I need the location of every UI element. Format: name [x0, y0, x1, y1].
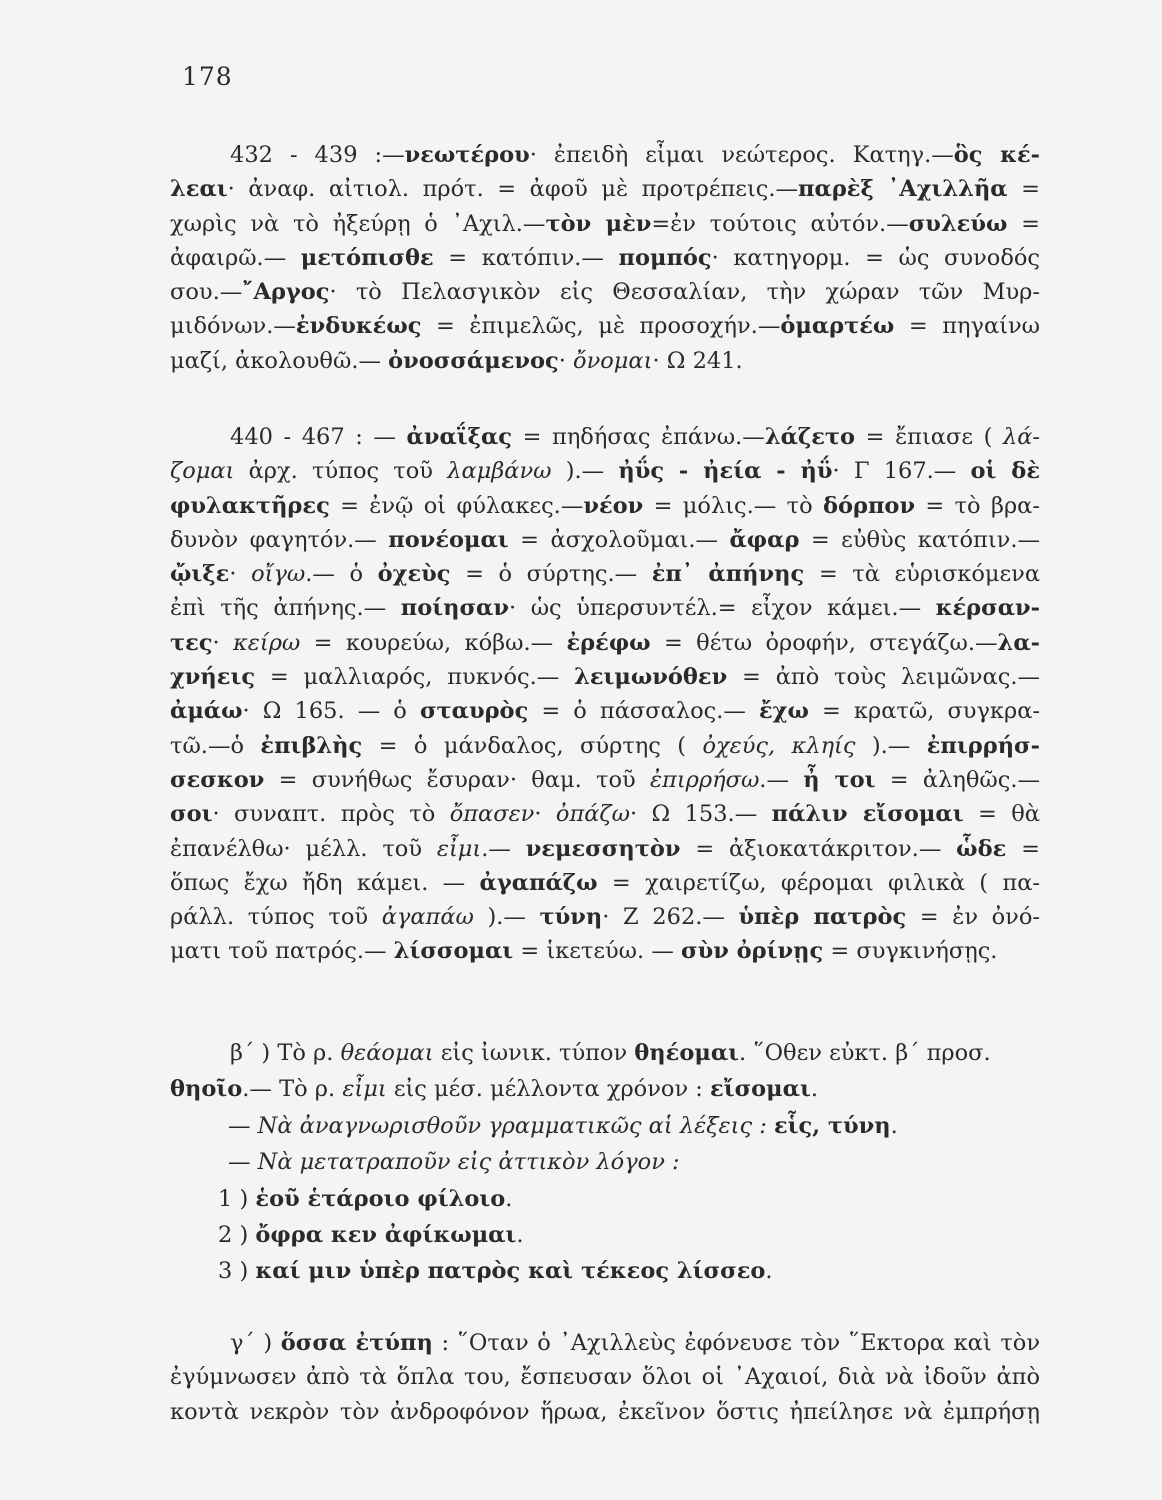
headword: πάλιν εἴσομαι	[771, 801, 964, 828]
text-run: = συνήθως ἔσυραν· θαμ. τοῦ	[264, 766, 650, 793]
commentary-440-467	[170, 420, 1040, 969]
text-line	[170, 172, 1040, 206]
text-run: χωρὶς νὰ τὸ ἠξεύρῃ ὁ ᾿Αχιλ.—	[170, 210, 546, 237]
text-run: = εὐθὺς κατόπιν.—	[799, 526, 1040, 553]
headword: ὄφρα κεν ἀφίκωμαι	[255, 1222, 517, 1249]
headword: ἦ τοι	[803, 766, 876, 793]
text-line	[170, 1360, 1040, 1394]
italic-term: εἶμι	[342, 1076, 387, 1103]
text-line	[170, 1144, 1040, 1180]
text-run: . ῞Οθεν εὐκτ. β΄ προσ.	[739, 1040, 991, 1066]
text-line	[170, 1326, 1040, 1360]
text-run: .	[890, 1112, 898, 1139]
text-run: γ΄ )	[230, 1330, 281, 1356]
text-run: = ὁ σύρτης.—	[450, 561, 652, 588]
text-run: · Ω 165. — ὁ	[242, 698, 420, 725]
text-run: = ἐν ὀνό-	[906, 904, 1040, 931]
headword: χνήεις	[170, 664, 256, 691]
text-run: = ἱκετεύω. —	[513, 938, 681, 965]
text-run: 3 )	[218, 1258, 256, 1285]
exercise-beta	[170, 1035, 1040, 1290]
headword: τύνη	[539, 904, 603, 931]
headword: τὸν μὲν	[545, 210, 652, 237]
text-line	[170, 138, 1040, 172]
headword: ἀναΐξας	[406, 424, 512, 450]
headword: ποίησαν	[400, 595, 509, 622]
text-run: =	[1006, 835, 1040, 862]
italic-term: ὄπασεν	[449, 801, 535, 828]
text-run: = πηγαίνω	[894, 313, 1040, 340]
text-run: = ἀξιοκατάκριτον.—	[680, 835, 957, 862]
headword: εἴσομαι	[710, 1076, 811, 1103]
text-line	[170, 1035, 1040, 1071]
text-run: = συγκινήσῃς.	[823, 938, 998, 965]
text-line	[170, 729, 1040, 763]
text-run: = θέτω ὀροφήν, στεγάζω.—	[650, 629, 998, 656]
text-run: ἀρχ. τύπος τοῦ	[234, 458, 448, 485]
text-run: = ἐνῷ οἱ φύλακες.—	[329, 492, 584, 519]
text-run: = ἐπιμελῶς, μὲ προσοχήν.—	[421, 313, 781, 340]
text-run: =	[1007, 176, 1041, 203]
text-run: ἀφαιρῶ.—	[170, 244, 301, 271]
text-line	[170, 344, 1040, 378]
text-run: σου.—	[170, 279, 243, 306]
text-run: .	[765, 1258, 773, 1285]
text-line	[170, 1395, 1040, 1429]
text-run: · ὡς ὑπερσυντέλ.= εἶχον κάμει.—	[509, 595, 936, 622]
headword: κέρσαν-	[935, 595, 1040, 622]
text-run: μιδόνων.—	[170, 313, 296, 340]
text-line	[170, 557, 1040, 591]
headword: ὑπὲρ πατρὸς	[738, 904, 907, 931]
text-run: ).—	[855, 732, 927, 759]
text-run: · Γ 167.—	[832, 458, 971, 485]
text-run: ).—	[551, 458, 619, 485]
text-run: = ἀληθῶς.—	[875, 766, 1040, 793]
text-run: .— Τὸ ρ.	[242, 1076, 343, 1103]
text-run: = ἀπὸ τοὺς λειμῶνας.—	[727, 664, 1040, 691]
text-line	[170, 1217, 1040, 1253]
headword: ῎Αργος	[242, 279, 330, 306]
headword: εἷς, τύνη	[773, 1112, 891, 1139]
headword: νεωτέρου	[404, 142, 530, 168]
headword: ἔχω	[758, 698, 809, 725]
text-run: = πηδήσας ἐπάνω.—	[512, 424, 765, 450]
text-run: · κατηγορμ. = ὡς συνοδός	[711, 244, 1041, 271]
headword: οἱ δὲ	[970, 458, 1040, 485]
headword: μετόπισθε	[300, 244, 434, 271]
text-run: ·	[534, 801, 556, 828]
headword: παρὲξ ᾿Αχιλλῆα	[798, 176, 1008, 203]
text-line	[170, 626, 1040, 660]
headword: φυλακτῆρες	[170, 492, 330, 519]
headword: ὀνοσσάμενος	[388, 347, 559, 374]
headword: λα-	[997, 629, 1040, 656]
headword: λεαι	[170, 176, 228, 203]
text-line	[170, 489, 1040, 523]
text-run: ·	[558, 347, 574, 374]
text-run: .— ὁ	[305, 561, 378, 588]
text-run: 432 - 439 :—	[230, 142, 405, 168]
text-run: · Ω 241.	[652, 347, 743, 374]
text-run: τῶ.—ὁ	[170, 732, 261, 759]
text-run: = τὸ βρα-	[915, 492, 1040, 519]
headword: δόρπον	[822, 492, 916, 519]
text-run: = κουρεύω, κόβω.—	[300, 629, 567, 656]
text-run: β΄ ) Τὸ ρ.	[230, 1040, 341, 1066]
text-line	[170, 797, 1040, 831]
headword: νέον	[583, 492, 644, 519]
headword: ὁμαρτέω	[780, 313, 895, 340]
exercise-gamma	[170, 1326, 1040, 1429]
headword: τες	[170, 629, 213, 656]
italic-term: ἐπιρρήσω	[649, 766, 760, 793]
italic-term: — Νὰ μετατραποῦν εἰς ἀττικὸν λόγον :	[228, 1149, 680, 1176]
text-line	[170, 763, 1040, 797]
text-run: ἐπανέλθω· μέλλ. τοῦ	[170, 835, 437, 862]
italic-term: ὀχεύς, κληίς	[702, 732, 856, 759]
italic-term: λαμβάνω	[447, 458, 552, 485]
text-run: ·	[229, 561, 252, 588]
text-run: ματι τοῦ πατρός.—	[170, 938, 394, 965]
headword: ἀμάω	[170, 698, 243, 725]
headword: ἐπ᾽ ἀπήνης	[651, 561, 805, 588]
headword: ὀχεὺς	[377, 561, 451, 588]
text-run: = ὁ πάσσαλος.—	[528, 698, 759, 725]
text-line	[170, 309, 1040, 343]
headword: λειμωνόθεν	[574, 664, 728, 691]
italic-term: κείρω	[233, 629, 301, 656]
text-line	[170, 454, 1040, 488]
headword: θηοῖο	[170, 1076, 243, 1103]
italic-term: ἀγαπάω	[381, 904, 474, 931]
italic-term: λά-	[1002, 424, 1041, 450]
text-run: · ἀναφ. αἰτιολ. πρότ. = ἀφοῦ μὲ προτρέπεις.—	[227, 176, 799, 203]
headword: πομπός	[618, 244, 712, 271]
italic-term: ὀπάζω	[555, 801, 630, 828]
text-run: εἰς μέσ. μέλλοντα χρόνον :	[386, 1076, 711, 1103]
text-run: · Ζ 262.—	[602, 904, 739, 931]
text-line	[170, 591, 1040, 625]
text-run: · τὸ Πελασγικὸν εἰς Θεσσαλίαν, τὴν χώραν τῶν Μυρ-	[329, 279, 1040, 306]
text-run: κοντὰ νεκρὸν τὸν ἀνδροφόνον ἥρωα, ἐκεῖνον ὅστις ἠπείλησε νὰ ἐμπρήσῃ	[170, 1398, 1040, 1425]
text-run: .—	[759, 766, 804, 793]
text-run: = ἔπιασε (	[855, 424, 1003, 450]
headword: καί μιν ὑπὲρ πατρὸς καὶ τέκεος λίσσεο	[255, 1258, 766, 1285]
italic-term: ὄνομαι	[573, 347, 653, 374]
italic-term: οἴγω	[251, 561, 306, 588]
text-run: = μόλις.— τὸ	[643, 492, 823, 519]
headword: ἀγαπάζω	[479, 869, 598, 896]
text-line	[170, 1071, 1040, 1107]
commentary-432-439	[170, 138, 1040, 378]
headword: σταυρὸς	[419, 698, 529, 725]
headword: λάζετο	[764, 424, 856, 450]
text-line	[170, 523, 1040, 557]
text-run: =ἐν τούτοις αὐτόν.—	[651, 210, 909, 237]
text-run: 1 )	[218, 1185, 256, 1212]
text-run: = κρατῶ, συγκρα-	[808, 698, 1041, 725]
headword: λίσσομαι	[393, 938, 514, 965]
text-run: ἐγύμνωσεν ἀπὸ τὰ ὅπλα του, ἔσπευσαν ὅλοι οἱ ᾿Αχαιοί, διὰ νὰ ἰδοῦν ἀπὸ	[170, 1364, 1040, 1391]
text-run: = χαιρετίζω, φέρομαι φιλικὰ ( πα-	[597, 869, 1040, 896]
headword: σεσκον	[170, 766, 265, 793]
text-run: · συναπτ. πρὸς τὸ	[212, 801, 450, 828]
text-run: · Ω 153.—	[629, 801, 772, 828]
text-run: δυνὸν φαγητόν.—	[170, 526, 389, 553]
text-run: = θὰ	[963, 801, 1040, 828]
text-run: = ἀσχολοῦμαι.—	[508, 526, 730, 553]
italic-term: — Νὰ ἀναγνωρισθοῦν γραμματικῶς αἱ λέξεις :	[228, 1112, 774, 1139]
text-line	[170, 934, 1040, 968]
text-run: μαζί, ἀκολουθῶ.—	[170, 347, 389, 374]
headword: ἐνδυκέως	[295, 313, 422, 340]
text-run: = ὁ μάνδαλος, σύρτης (	[362, 732, 703, 759]
page-number: 178	[182, 62, 233, 91]
headword: ἄφαρ	[729, 526, 800, 553]
headword: ᾤιξε	[170, 561, 230, 588]
text-run: =	[1007, 210, 1040, 237]
text-line	[170, 275, 1040, 309]
italic-term: θεάομαι	[340, 1040, 434, 1066]
text-run: ·	[212, 629, 234, 656]
text-line	[170, 866, 1040, 900]
headword: νεμεσσητὸν	[525, 835, 681, 862]
text-run: ὅπως ἔχω ἤδη κάμει. —	[170, 869, 480, 896]
text-run: εἰς ἰωνικ. τύπον	[433, 1040, 635, 1066]
text-run: = τὰ εὑρισκόμενα	[804, 561, 1041, 588]
italic-term: εἶμι	[436, 835, 482, 862]
text-run: .	[505, 1185, 513, 1212]
text-line	[170, 694, 1040, 728]
text-line	[170, 241, 1040, 275]
text-run: 2 )	[218, 1222, 256, 1249]
text-run: = μαλλιαρός, πυκνός.—	[255, 664, 575, 691]
headword: ὧδε	[956, 835, 1007, 862]
headword: θηέομαι	[634, 1040, 740, 1066]
headword: ὅσσα ἐτύπη	[280, 1330, 433, 1356]
headword: ἐπιβλὴς	[260, 732, 363, 759]
headword: ἐρέφω	[566, 629, 651, 656]
headword: συλεύω	[908, 210, 1008, 237]
headword: ἐπιρρήσ-	[926, 732, 1040, 759]
text-run: .	[516, 1222, 524, 1249]
text-line	[170, 207, 1040, 241]
headword: σὺν ὀρίνῃς	[681, 938, 824, 965]
text-run: · ἐπειδὴ εἶμαι νεώτερος. Κατηγ.—	[529, 142, 954, 168]
text-line	[170, 832, 1040, 866]
text-run: .—	[481, 835, 526, 862]
text-line	[170, 1253, 1040, 1289]
text-run: ).—	[473, 904, 540, 931]
text-line	[170, 900, 1040, 934]
text-run: ἐπὶ τῆς ἀπήνης.—	[170, 595, 401, 622]
headword: ἑοῦ ἑτάροιο φίλοιο	[255, 1185, 506, 1212]
text-run: .	[810, 1076, 819, 1103]
headword: πονέομαι	[388, 526, 509, 553]
text-run: = κατόπιν.—	[433, 244, 619, 271]
text-run: ράλλ. τύπος τοῦ	[170, 904, 382, 931]
text-run: : ῞Οταν ὁ ᾿Αχιλλεὺς ἐφόνευσε τὸν ῞Εκτορα καὶ τὸν	[432, 1330, 1041, 1356]
italic-term: ζομαι	[170, 458, 235, 485]
headword: σοι	[170, 801, 213, 828]
text-run: 440 - 467 : —	[230, 424, 407, 450]
text-line	[170, 420, 1040, 454]
headword: ὃς κέ-	[953, 142, 1041, 168]
headword: ἠΰς - ἠεία - ἠΰ	[618, 458, 833, 485]
text-line	[170, 660, 1040, 694]
text-line	[170, 1181, 1040, 1217]
text-line	[170, 1108, 1040, 1144]
